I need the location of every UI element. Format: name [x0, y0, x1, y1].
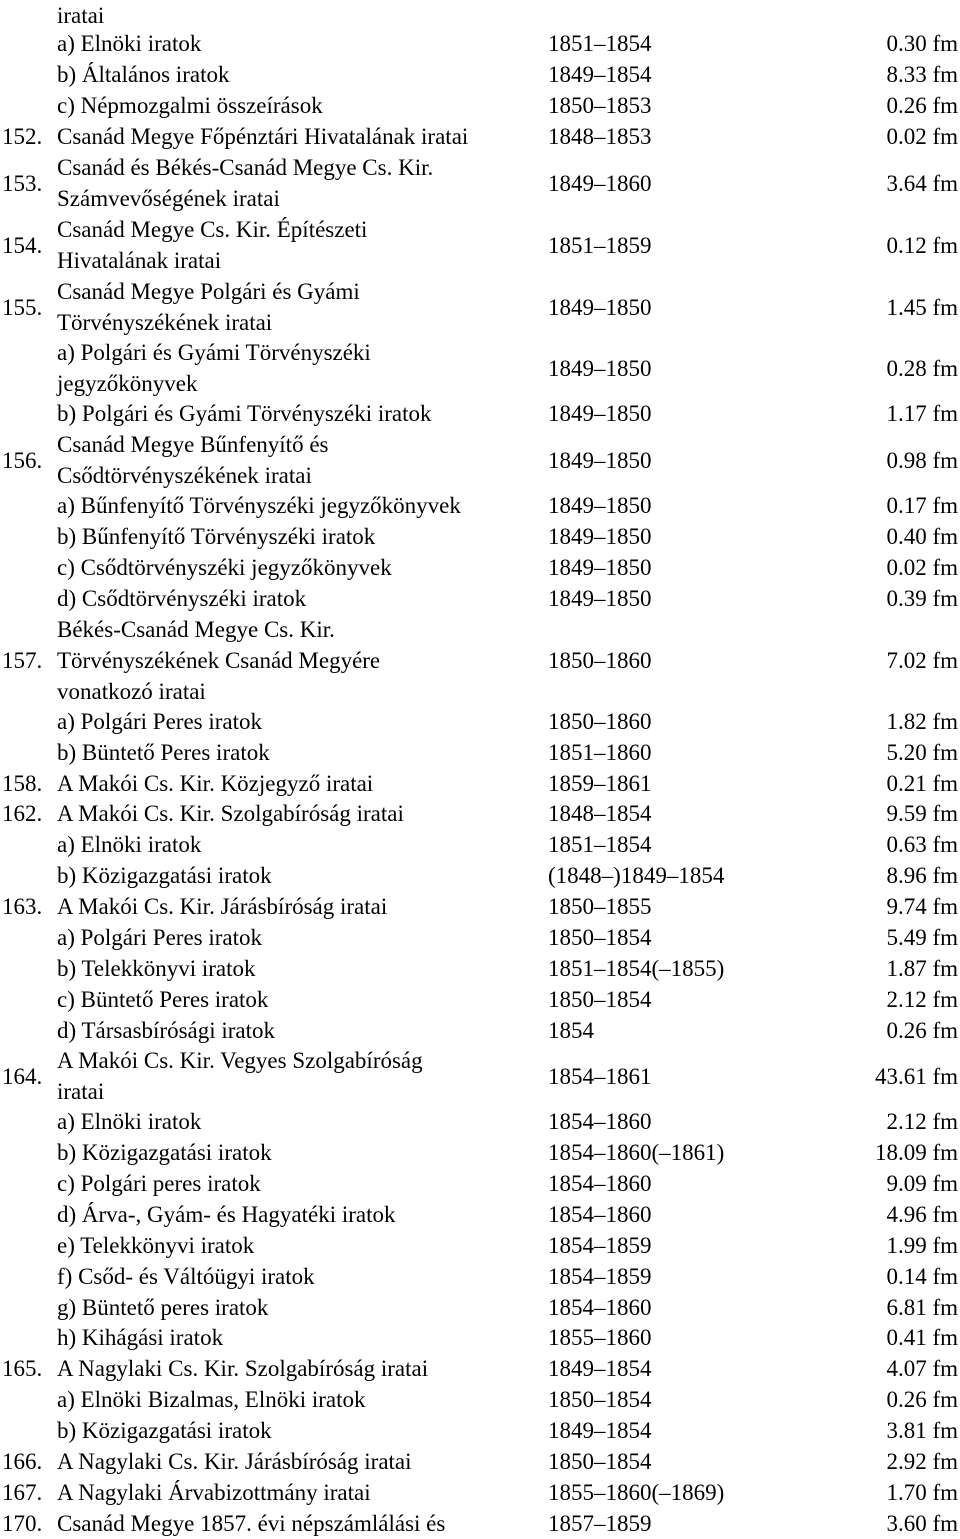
record-date-range: 1854–1860: [548, 1109, 652, 1134]
record-number: 154.: [2, 232, 43, 258]
record-extent: 3.81 fm: [886, 1418, 958, 1443]
record-number: 163.: [2, 894, 43, 919]
record-extent: 0.28 fm: [886, 355, 958, 381]
record-title: [57, 0, 104, 31]
record-title: [57, 521, 375, 552]
record-title-line: A Makói Cs. Kir. Közjegyző iratai: [57, 771, 374, 796]
record-title: [57, 490, 461, 521]
record-title: [57, 737, 270, 768]
record-title: [57, 214, 367, 276]
record-title-line: b) Közigazgatási iratok: [57, 1140, 272, 1165]
record-title: [57, 398, 432, 429]
record-number: 164.: [2, 1063, 43, 1089]
record-title: [57, 1322, 223, 1353]
record-date-range: 1854–1859: [548, 1264, 652, 1289]
record-number: 158.: [2, 771, 43, 796]
record-title-line: a) Elnöki iratok: [57, 31, 202, 56]
record-date-range: 1849–1860: [548, 170, 652, 196]
record-extent: 1.70 fm: [886, 1480, 958, 1505]
record-date-range: 1850–1854: [548, 925, 652, 950]
record-number: 153.: [2, 170, 43, 196]
record-extent: 3.64 fm: [886, 170, 958, 196]
record-title: [57, 891, 387, 922]
record-date-range: 1848–1854: [548, 801, 652, 826]
record-title: [57, 1292, 268, 1323]
record-extent: 0.30 fm: [886, 31, 958, 56]
record-extent: 2.12 fm: [886, 1109, 958, 1134]
record-title: [57, 614, 380, 707]
record-extent: 4.96 fm: [886, 1202, 958, 1227]
record-date-range: 1854–1861: [548, 1063, 652, 1089]
record-title-line: b) Telekkönyvi iratok: [57, 956, 256, 981]
record-date-range: 1859–1861: [548, 771, 652, 796]
record-title: [57, 152, 433, 214]
record-title-line: a) Polgári Peres iratok: [57, 925, 263, 950]
record-date-range: 1854–1860: [548, 1295, 652, 1320]
record-title: [57, 1137, 272, 1168]
record-date-range: 1855–1860(–1869): [548, 1480, 725, 1505]
record-extent: 5.20 fm: [886, 740, 958, 765]
record-title: [57, 1508, 445, 1539]
record-title-line: b) Polgári és Gyámi Törvényszéki iratok: [57, 401, 432, 426]
record-extent: 9.74 fm: [886, 894, 958, 919]
record-title: [57, 1015, 275, 1046]
record-title-line: h) Kihágási iratok: [57, 1325, 224, 1350]
record-title: [57, 276, 360, 338]
record-title-line: b) Közigazgatási iratok: [57, 863, 272, 888]
record-title-line: iratai: [57, 3, 105, 28]
record-title-line: A Nagylaki Árvabizottmány iratai: [57, 1480, 371, 1505]
record-extent: 43.61 fm: [874, 1063, 958, 1089]
record-extent: 0.26 fm: [886, 93, 958, 118]
record-extent: 1.17 fm: [886, 401, 958, 426]
record-date-range: 1849–1854: [548, 1356, 652, 1381]
record-date-range: 1854–1859: [548, 1233, 652, 1258]
record-extent: 0.39 fm: [886, 586, 958, 611]
record-extent: 0.63 fm: [886, 832, 958, 857]
record-title-line: A Makói Cs. Kir. Járásbíróság iratai: [57, 894, 388, 919]
record-title-line: Csanád Megye Polgári és Gyámi: [57, 279, 360, 304]
record-title: [57, 922, 262, 953]
record-date-range: 1849–1850: [548, 401, 652, 426]
record-title-line: jegyzőkönyvek: [57, 371, 198, 396]
record-title-line: Csanád Megye Főpénztári Hivatalának iratai: [57, 124, 469, 149]
record-title-line: A Nagylaki Cs. Kir. Szolgabíróság iratai: [57, 1356, 429, 1381]
record-title: [57, 1261, 315, 1292]
record-title-line: b) Büntető Peres iratok: [57, 740, 270, 765]
record-title-line: f) Csőd- és Váltóügyi iratok: [57, 1264, 315, 1289]
record-date-range: 1854: [548, 1018, 594, 1043]
record-title-line: Békés-Csanád Megye Cs. Kir.: [57, 617, 335, 642]
record-title-line: c) Polgári peres iratok: [57, 1171, 261, 1196]
record-extent: 18.09 fm: [874, 1140, 958, 1165]
record-extent: 8.96 fm: [886, 863, 958, 888]
record-title-line: a) Polgári és Gyámi Törvényszéki: [57, 340, 371, 365]
record-date-range: 1851–1854: [548, 31, 652, 56]
record-title-line: vonatkozó iratai: [57, 679, 206, 704]
record-title-line: Törvényszékének Csanád Megyére: [57, 648, 381, 673]
record-title: [57, 829, 201, 860]
record-extent: 2.92 fm: [886, 1449, 958, 1474]
record-extent: 9.09 fm: [886, 1171, 958, 1196]
record-title-line: c) Népmozgalmi összeírások: [57, 93, 323, 118]
record-title-line: a) Elnöki iratok: [57, 832, 202, 857]
record-title: [57, 984, 268, 1015]
record-number: 155.: [2, 294, 43, 320]
record-date-range: 1850–1854: [548, 987, 652, 1012]
record-date-range: 1854–1860: [548, 1202, 652, 1227]
record-title: [57, 1168, 261, 1199]
record-date-range: 1849–1850: [548, 355, 652, 381]
record-extent: 0.26 fm: [886, 1387, 958, 1412]
record-extent: 1.99 fm: [886, 1233, 958, 1258]
record-extent: 9.59 fm: [886, 801, 958, 826]
record-extent: 5.49 fm: [886, 925, 958, 950]
record-title-line: c) Csődtörvényszéki jegyzőkönyvek: [57, 555, 392, 580]
record-title-line: a) Elnöki Bizalmas, Elnöki iratok: [57, 1387, 366, 1412]
record-title: [57, 1199, 396, 1230]
record-title-line: A Makói Cs. Kir. Szolgabíróság iratai: [57, 801, 404, 826]
record-date-range: 1849–1850: [548, 524, 652, 549]
record-date-range: 1854–1860(–1861): [548, 1140, 725, 1165]
record-title: [57, 583, 306, 614]
record-extent: 0.26 fm: [886, 1018, 958, 1043]
record-number: 167.: [2, 1480, 43, 1505]
record-extent: 7.02 fm: [886, 648, 958, 673]
record-extent: 1.45 fm: [886, 294, 958, 320]
record-title-line: Csődtörvényszékének iratai: [57, 463, 312, 488]
record-title-line: Csanád Megye Bűnfenyítő és: [57, 432, 329, 457]
record-date-range: 1851–1860: [548, 740, 652, 765]
record-number: 166.: [2, 1449, 43, 1474]
record-number: 152.: [2, 124, 43, 149]
record-extent: 6.81 fm: [886, 1295, 958, 1320]
record-extent: 4.07 fm: [886, 1356, 958, 1381]
record-extent: 0.12 fm: [886, 232, 958, 258]
record-date-range: 1849–1850: [548, 586, 652, 611]
record-title: [57, 121, 468, 152]
record-date-range: 1849–1854: [548, 1418, 652, 1443]
record-extent: 0.98 fm: [886, 447, 958, 473]
record-title: [57, 953, 256, 984]
record-date-range: 1849–1850: [548, 447, 652, 473]
record-title: [57, 429, 328, 491]
record-title: [57, 552, 392, 583]
record-date-range: 1851–1854: [548, 832, 652, 857]
record-title-line: d) Társasbírósági iratok: [57, 1018, 276, 1043]
record-date-range: (1848–)1849–1854: [548, 863, 725, 888]
record-date-range: 1855–1860: [548, 1325, 652, 1350]
record-title-line: A Makói Cs. Kir. Vegyes Szolgabíróság: [57, 1048, 423, 1073]
record-extent: 1.82 fm: [886, 709, 958, 734]
record-date-range: 1848–1853: [548, 124, 652, 149]
record-title-line: Csanád Megye 1857. évi népszámlálási és: [57, 1511, 446, 1536]
record-date-range: 1850–1854: [548, 1387, 652, 1412]
record-title: [57, 1106, 201, 1137]
record-title-line: c) Büntető Peres iratok: [57, 987, 269, 1012]
record-title: [57, 59, 229, 90]
record-extent: 2.12 fm: [886, 987, 958, 1012]
record-date-range: 1850–1854: [548, 1449, 652, 1474]
record-date-range: 1850–1860: [548, 648, 652, 673]
record-title: [57, 860, 272, 891]
record-number: 162.: [2, 801, 43, 826]
record-title-line: d) Csődtörvényszéki iratok: [57, 586, 307, 611]
record-title-line: Csanád és Békés-Csanád Megye Cs. Kir.: [57, 155, 434, 180]
record-date-range: 1849–1850: [548, 555, 652, 580]
record-title-line: b) Bűnfenyítő Törvényszéki iratok: [57, 524, 376, 549]
record-title: [57, 798, 404, 829]
record-title: [57, 28, 201, 59]
record-number: 156.: [2, 447, 43, 473]
record-title-line: a) Polgári Peres iratok: [57, 709, 263, 734]
record-title: [57, 90, 323, 121]
record-date-range: 1851–1854(–1855): [548, 956, 725, 981]
record-date-range: 1849–1850: [548, 294, 652, 320]
record-extent: 0.41 fm: [886, 1325, 958, 1350]
record-title-line: Csanád Megye Cs. Kir. Építészeti: [57, 217, 368, 242]
record-title: [57, 706, 262, 737]
record-date-range: 1857–1859: [548, 1511, 652, 1536]
record-extent: 1.87 fm: [886, 956, 958, 981]
record-title-line: b) Általános iratok: [57, 62, 230, 87]
record-extent: 0.14 fm: [886, 1264, 958, 1289]
record-title-line: Számvevőségének iratai: [57, 186, 280, 211]
record-number: 170.: [2, 1511, 43, 1536]
record-extent: 3.60 fm: [886, 1511, 958, 1536]
record-title-line: Törvényszékének iratai: [57, 310, 273, 335]
record-title: [57, 1384, 366, 1415]
record-title: [57, 1446, 412, 1477]
record-date-range: 1854–1860: [548, 1171, 652, 1196]
record-extent: 0.40 fm: [886, 524, 958, 549]
record-title: [57, 337, 371, 399]
record-title-line: a) Elnöki iratok: [57, 1109, 202, 1134]
record-date-range: 1850–1855: [548, 894, 652, 919]
record-title: [57, 1415, 272, 1446]
record-title-line: a) Bűnfenyítő Törvényszéki jegyzőkönyvek: [57, 493, 461, 518]
record-title-line: iratai: [57, 1079, 105, 1104]
record-title: [57, 1045, 423, 1107]
record-title: [57, 1230, 254, 1261]
record-date-range: 1849–1854: [548, 62, 652, 87]
record-title: [57, 1477, 371, 1508]
record-extent: 8.33 fm: [886, 62, 958, 87]
record-title-line: e) Telekkönyvi iratok: [57, 1233, 255, 1258]
record-number: 165.: [2, 1356, 43, 1381]
record-title-line: d) Árva-, Gyám- és Hagyatéki iratok: [57, 1202, 396, 1227]
record-date-range: 1850–1860: [548, 709, 652, 734]
record-title-line: A Nagylaki Cs. Kir. Járásbíróság iratai: [57, 1449, 412, 1474]
record-date-range: 1851–1859: [548, 232, 652, 258]
record-extent: 0.21 fm: [886, 771, 958, 796]
record-date-range: 1849–1850: [548, 493, 652, 518]
record-date-range: 1850–1853: [548, 93, 652, 118]
record-title-line: Hivatalának iratai: [57, 248, 222, 273]
record-title-line: b) Közigazgatási iratok: [57, 1418, 272, 1443]
record-extent: 0.17 fm: [886, 493, 958, 518]
record-title-line: g) Büntető peres iratok: [57, 1295, 269, 1320]
record-number: 157.: [2, 648, 43, 673]
record-extent: 0.02 fm: [886, 124, 958, 149]
record-title: [57, 768, 373, 799]
record-title: [57, 1353, 428, 1384]
record-extent: 0.02 fm: [886, 555, 958, 580]
